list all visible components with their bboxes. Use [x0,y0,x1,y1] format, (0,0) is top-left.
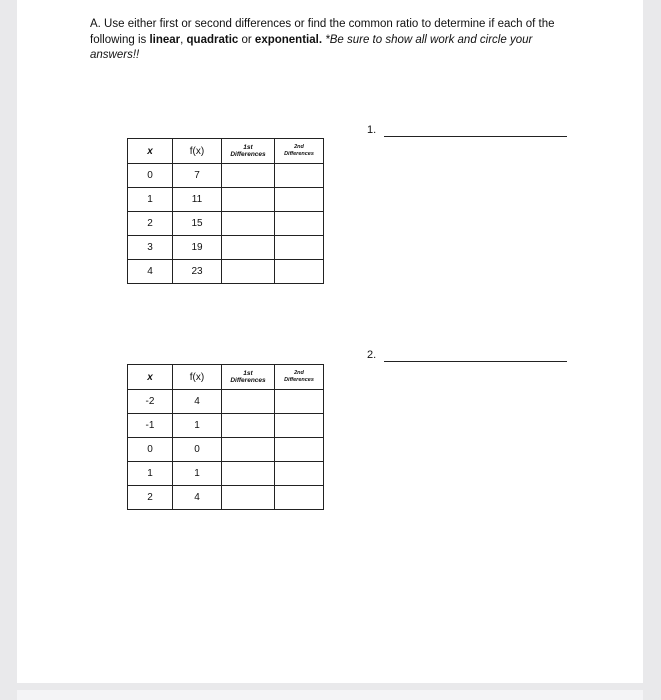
x-value: 0 [128,164,173,188]
fx-value: 4 [173,390,222,414]
instructions-intro: A. Use either first or second differences or find the common ratio to determine if each of the following is [90,18,555,46]
second-diff-cell[interactable] [275,188,324,212]
second-diff-cell[interactable] [275,236,324,260]
header-x: x [128,139,173,164]
instructions-linear: linear [149,33,181,46]
instructions-sep2: or [238,33,255,46]
answer-number: 2. [367,349,377,361]
table-header-row [128,365,324,390]
answer-number: 1. [367,124,377,136]
instructions-sep1: , [180,33,187,46]
x-value: 3 [128,236,173,260]
instructions-exponential: exponential. [254,33,323,46]
table-row [128,188,324,212]
header-second-differences: 2nd Differences [275,139,324,164]
first-diff-cell[interactable] [222,390,275,414]
first-diff-cell[interactable] [222,486,275,510]
first-diff-cell[interactable] [222,414,275,438]
table-header-row [128,139,324,164]
instructions-quadratic: quadratic [186,33,239,46]
answer-line[interactable] [384,361,567,362]
header-x: x [128,365,173,390]
header-fx: f(x) [173,365,222,390]
first-diff-cell[interactable] [222,212,275,236]
first-diff-cell[interactable] [222,462,275,486]
x-value: 4 [128,260,173,284]
x-value: 0 [128,438,173,462]
second-diff-cell[interactable] [275,462,324,486]
table-row [128,438,324,462]
fx-value: 15 [173,212,222,236]
fx-value: 7 [173,164,222,188]
fx-value: 11 [173,188,222,212]
header-first-differences: 1st Differences [222,365,275,390]
second-diff-cell[interactable] [275,164,324,188]
x-value: 2 [128,212,173,236]
worksheet-page [17,0,643,683]
header-first-differences: 1st Differences [222,139,275,164]
instructions-note: *Be sure to show all work and circle your answers!! [90,33,533,61]
table-row [128,212,324,236]
table-row [128,260,324,284]
second-diff-cell[interactable] [275,390,324,414]
function-table-1 [127,138,324,284]
fx-value: 23 [173,260,222,284]
first-diff-cell[interactable] [222,164,275,188]
header-fx: f(x) [173,139,222,164]
first-diff-cell[interactable] [222,188,275,212]
x-value: 2 [128,486,173,510]
fx-value: 4 [173,486,222,510]
answer-line[interactable] [384,136,567,137]
table-row [128,462,324,486]
fx-value: 19 [173,236,222,260]
table-row [128,486,324,510]
fx-value: 1 [173,462,222,486]
x-value: -1 [128,414,173,438]
fx-value: 1 [173,414,222,438]
instructions [90,17,560,64]
table-row [128,414,324,438]
header-second-differences: 2nd Differences [275,365,324,390]
second-diff-cell[interactable] [275,486,324,510]
x-value: -2 [128,390,173,414]
second-diff-cell[interactable] [275,260,324,284]
table-row [128,236,324,260]
first-diff-cell[interactable] [222,236,275,260]
second-diff-cell[interactable] [275,438,324,462]
table-row [128,164,324,188]
first-diff-cell[interactable] [222,438,275,462]
x-value: 1 [128,462,173,486]
second-diff-cell[interactable] [275,414,324,438]
function-table-2 [127,364,324,510]
next-page-edge [17,690,643,700]
x-value: 1 [128,188,173,212]
table-row [128,390,324,414]
fx-value: 0 [173,438,222,462]
second-diff-cell[interactable] [275,212,324,236]
first-diff-cell[interactable] [222,260,275,284]
